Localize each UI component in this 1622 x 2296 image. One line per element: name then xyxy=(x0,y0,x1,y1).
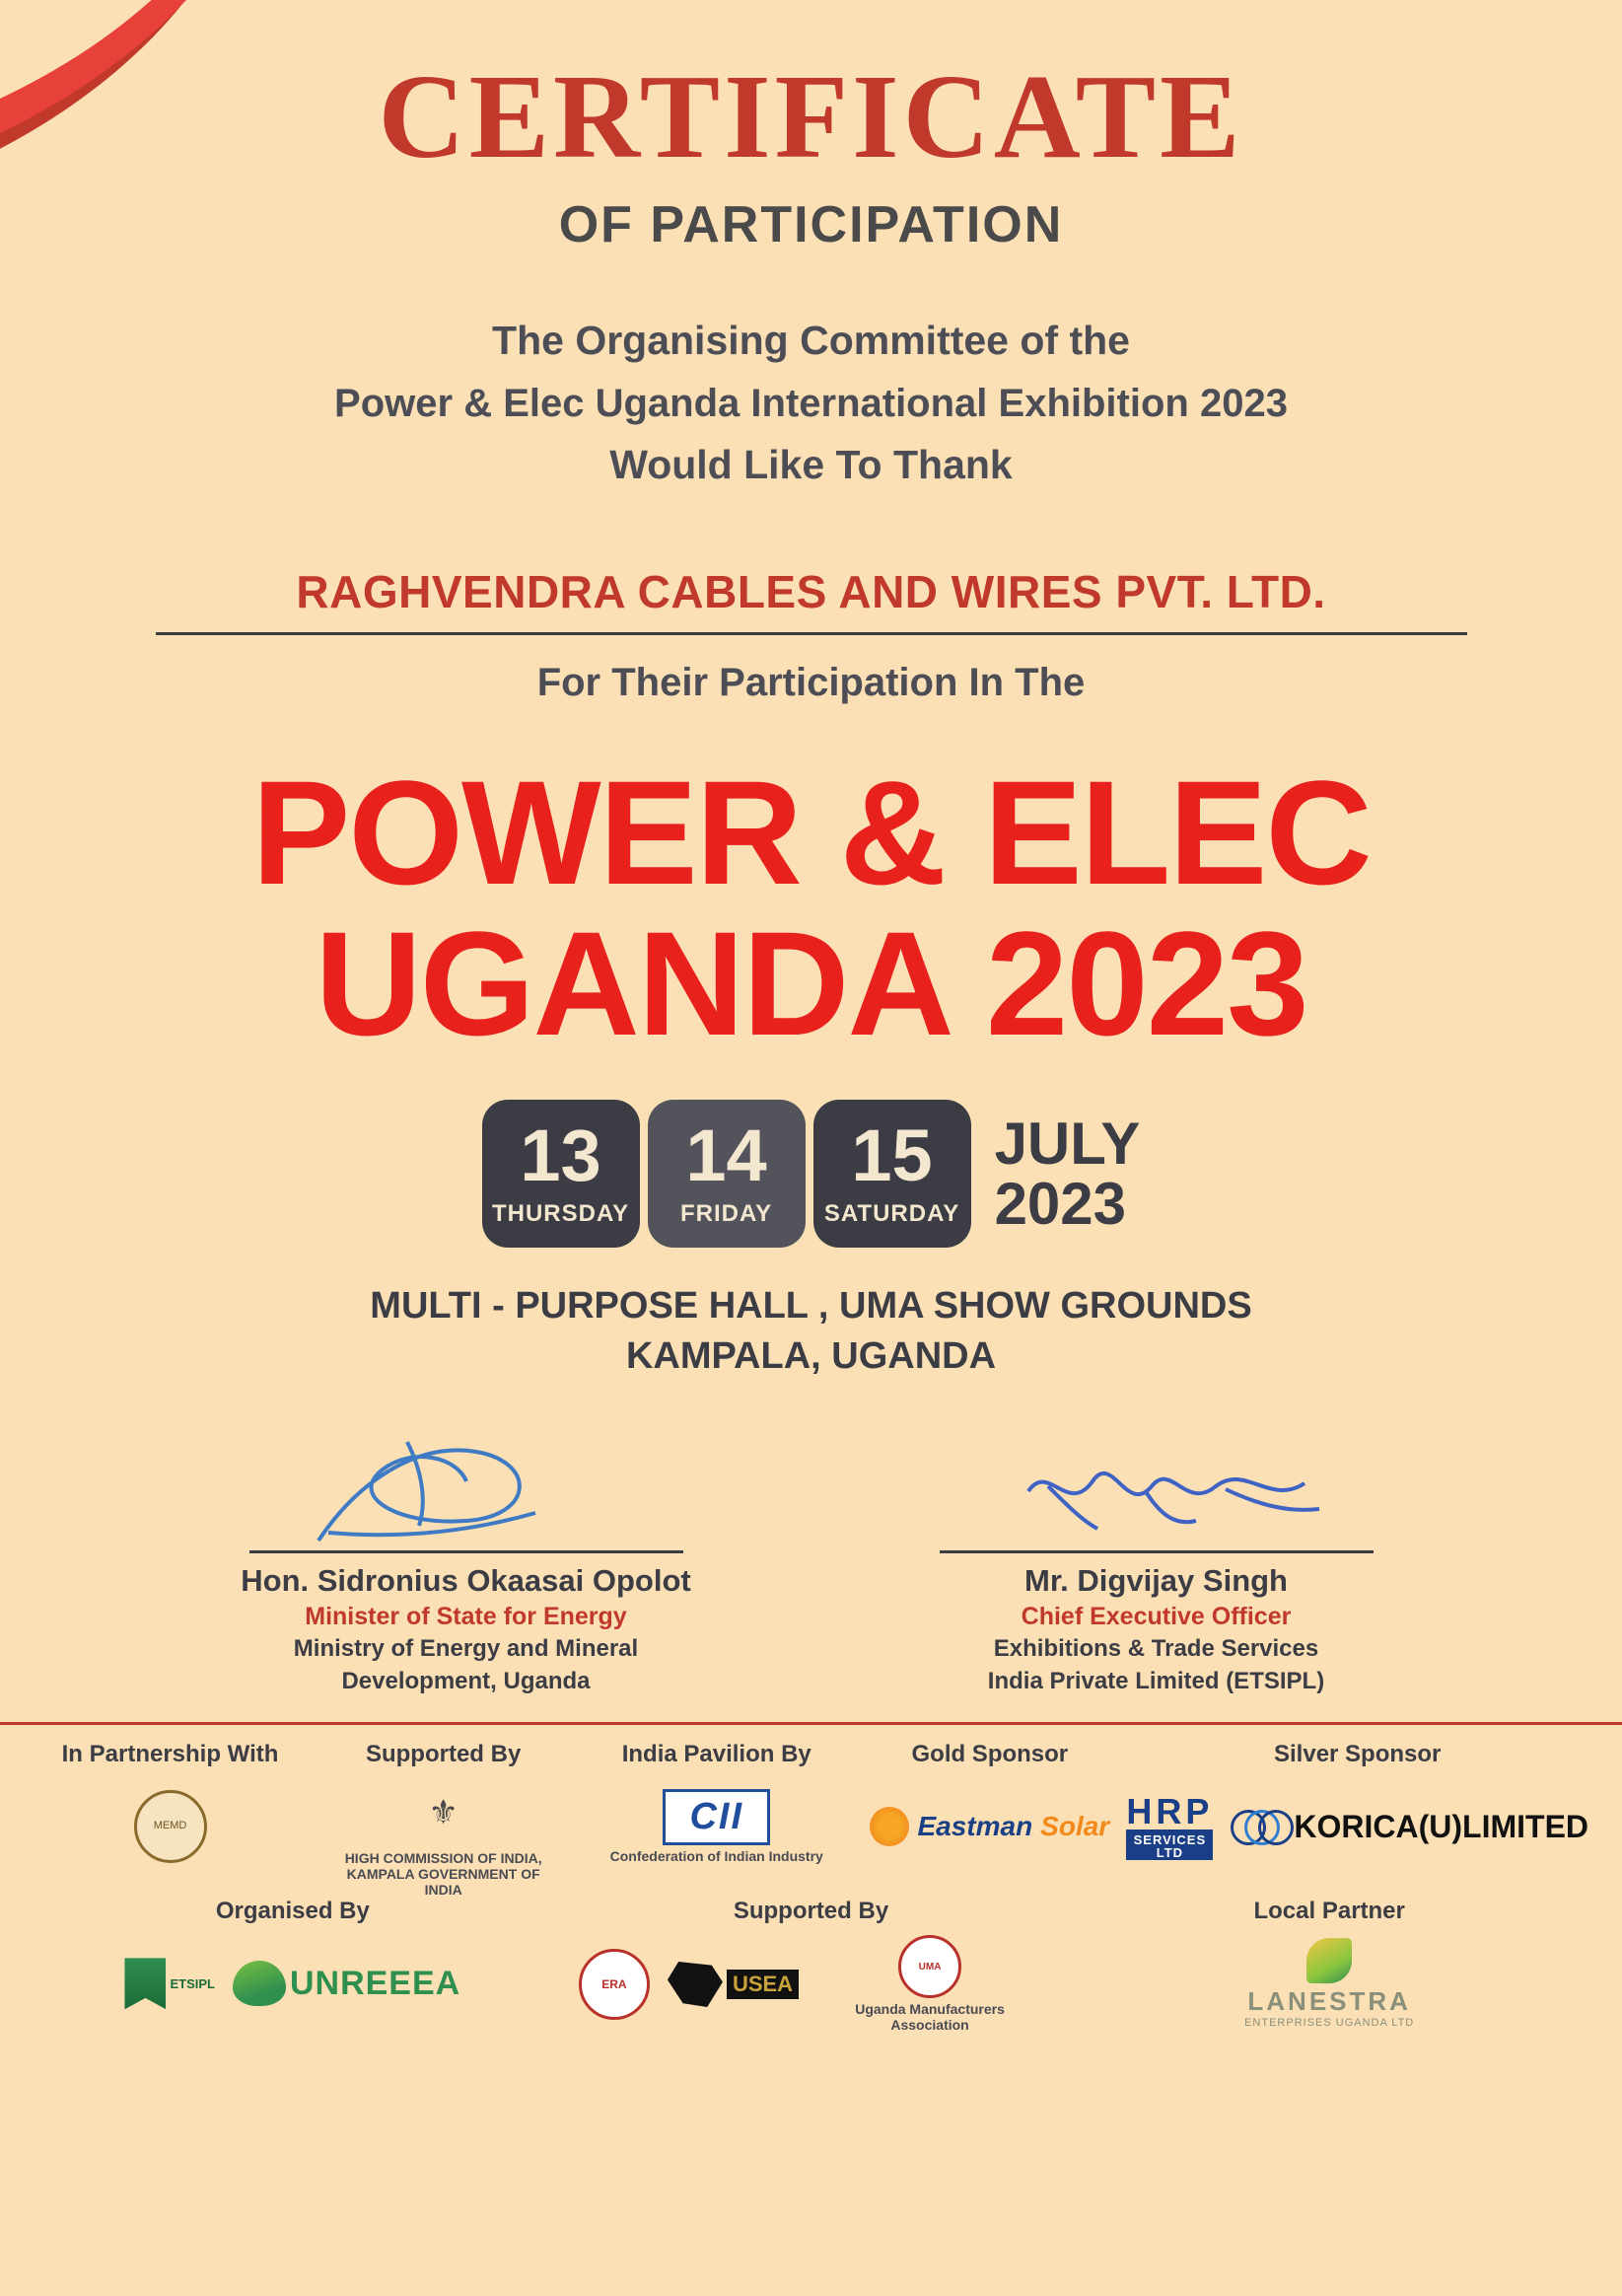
sponsor-cell-india-pavilion xyxy=(580,1741,853,1875)
date-box-2 xyxy=(648,1100,806,1248)
participation-text: For Their Participation In The xyxy=(536,661,1086,705)
signature-mark-2 xyxy=(900,1422,1413,1550)
memd-seal-icon: MEMD xyxy=(134,1790,207,1863)
event-venue xyxy=(0,1281,1622,1383)
usea-logo xyxy=(668,1962,799,2007)
awardee-underline xyxy=(156,632,1467,635)
date-box-3 xyxy=(813,1100,971,1248)
sponsor-cell-partnership xyxy=(34,1741,307,1875)
unreeea-logo xyxy=(233,1961,460,2006)
leaf-icon xyxy=(233,1961,286,2006)
sponsor-logos-partnership xyxy=(34,1778,307,1875)
sponsor-cell-supported-2 xyxy=(552,1898,1071,2033)
signature-line-1 xyxy=(249,1550,683,1553)
intro-text xyxy=(0,310,1622,496)
sun-icon xyxy=(870,1807,909,1846)
uma-badge-icon: UMA xyxy=(898,1935,961,1998)
sponsor-logos-supported-2 xyxy=(552,1935,1071,2033)
sponsor-label-supported-1: Supported By xyxy=(365,1741,522,1768)
hrp-logo xyxy=(1126,1790,1214,1860)
sponsor-label-local-partner: Local Partner xyxy=(1253,1898,1405,1925)
date-box-1 xyxy=(482,1100,640,1248)
date-number-1: 13 xyxy=(520,1114,601,1197)
etsipl-logo xyxy=(124,1958,215,2009)
sponsor-section xyxy=(0,1725,1622,2043)
hrp-logo-text: HRP xyxy=(1126,1790,1214,1831)
sponsor-logos-organised xyxy=(34,1935,552,2032)
etsipl-logo-text: ETSIPL xyxy=(170,1975,215,1991)
event-title-line-2: UGANDA 2023 xyxy=(315,900,1307,1067)
signature-line-2 xyxy=(940,1550,1374,1553)
signatory-org-line-1a: Ministry of Energy and Mineral xyxy=(293,1634,639,1662)
sponsor-cell-silver xyxy=(1126,1741,1588,1875)
sponsor-cell-organised xyxy=(34,1898,552,2032)
event-title xyxy=(0,750,1622,1067)
sponsor-label-supported-2: Supported By xyxy=(733,1898,889,1925)
rings-icon xyxy=(1231,1810,1288,1843)
sponsor-cell-supported-1 xyxy=(307,1741,580,1898)
etsipl-mark-icon xyxy=(124,1958,166,2009)
eastman-solar-logo xyxy=(870,1807,1109,1846)
usea-logo-text: USEA xyxy=(727,1970,799,1999)
certificate-content xyxy=(0,50,1622,2044)
india-emblem-logo xyxy=(330,1778,557,1898)
unreeea-logo-text: UNREEEA xyxy=(289,1964,461,2002)
venue-line-1: MULTI - PURPOSE HALL , UMA SHOW GROUNDS xyxy=(370,1285,1252,1327)
signature-block-2 xyxy=(900,1422,1413,1696)
intro-line-2: Power & Elec Uganda International Exhibition 2023 xyxy=(334,381,1288,425)
lanestra-logo xyxy=(1244,1938,1414,2029)
intro-line-1: The Organising Committee of the xyxy=(492,318,1130,363)
intro-line-3: Would Like To Thank xyxy=(609,441,1013,487)
sponsor-logos-local-partner xyxy=(1070,1935,1588,2032)
event-year: 2023 xyxy=(994,1171,1127,1238)
era-seal-icon: ERA xyxy=(579,1949,650,2020)
lanestra-mark-icon xyxy=(1306,1938,1352,1983)
sponsor-logos-silver xyxy=(1126,1778,1588,1875)
awardee-name: RAGHVENDRA CABLES AND WIRES PVT. LTD. xyxy=(296,566,1326,618)
signature-section xyxy=(0,1422,1622,1696)
eastman-logo-text: Eastman xyxy=(917,1811,1033,1842)
sponsor-row-1 xyxy=(34,1741,1588,1898)
signatory-role-1: Minister of State for Energy xyxy=(305,1602,627,1630)
event-month: JULY xyxy=(994,1110,1141,1177)
sponsor-label-gold: Gold Sponsor xyxy=(911,1741,1069,1768)
uma-logo xyxy=(816,1935,1043,2033)
sponsor-label-india-pavilion: India Pavilion By xyxy=(621,1741,811,1768)
signatory-name-1: Hon. Sidronius Okaasai Opolot xyxy=(241,1562,691,1598)
signatory-org-line-2a: Exhibitions & Trade Services xyxy=(993,1634,1319,1662)
memd-logo xyxy=(134,1790,207,1863)
sponsor-logos-supported-1 xyxy=(307,1778,580,1898)
date-number-2: 14 xyxy=(685,1114,767,1197)
cii-logo-icon: CII xyxy=(663,1789,770,1845)
sponsor-logos-india-pavilion xyxy=(580,1778,853,1875)
signatory-role-2: Chief Executive Officer xyxy=(1021,1602,1292,1630)
cii-caption: Confederation of Indian Industry xyxy=(609,1848,823,1865)
solar-logo-text: Solar xyxy=(1040,1811,1110,1842)
sponsor-label-organised: Organised By xyxy=(215,1898,370,1925)
signature-mark-1 xyxy=(210,1422,723,1550)
signature-block-1 xyxy=(210,1422,723,1696)
date-day-3: SATURDAY xyxy=(823,1200,960,1228)
lanestra-logo-text: LANESTRA xyxy=(1247,1986,1411,2017)
certificate-title: CERTIFICATE xyxy=(378,50,1244,183)
signatory-name-2: Mr. Digvijay Singh xyxy=(1024,1562,1288,1598)
india-emblem-icon: ⚜ xyxy=(428,1794,458,1832)
sponsor-label-partnership: In Partnership With xyxy=(61,1741,279,1768)
sponsor-logos-gold xyxy=(853,1778,1126,1875)
korica-logo-text: KORICA(U)LIMITED xyxy=(1294,1808,1589,1844)
uma-caption: Uganda Manufacturers Association xyxy=(855,2001,1005,2034)
event-title-line-1: POWER & ELEC xyxy=(251,750,1371,916)
signatory-org-line-1b: Development, Uganda xyxy=(341,1667,591,1694)
hrp-logo-subtext: SERVICES LTD xyxy=(1126,1832,1213,1860)
signatory-org-line-2b: India Private Limited (ETSIPL) xyxy=(987,1667,1325,1694)
uganda-map-icon xyxy=(668,1962,723,2007)
certificate-subtitle: OF PARTICIPATION xyxy=(558,196,1064,253)
date-day-2: FRIDAY xyxy=(679,1200,773,1228)
lanestra-logo-subtext: ENTERPRISES UGANDA LTD xyxy=(1244,2017,1415,2030)
sponsor-row-2 xyxy=(34,1898,1588,2033)
india-emblem-caption: HIGH COMMISSION OF INDIA, KAMPALA GOVERNMENT OF INDIA xyxy=(344,1850,542,1899)
korica-logo xyxy=(1231,1809,1588,1845)
date-number-3: 15 xyxy=(851,1114,933,1197)
venue-line-2: KAMPALA, UGANDA xyxy=(625,1335,997,1378)
event-dates xyxy=(0,1100,1622,1248)
sponsor-cell-local-partner xyxy=(1070,1898,1588,2032)
era-logo xyxy=(579,1949,650,2020)
sponsor-label-silver: Silver Sponsor xyxy=(1274,1741,1442,1768)
event-month-year xyxy=(994,1110,1141,1238)
sponsor-cell-gold xyxy=(853,1741,1126,1875)
date-day-1: THURSDAY xyxy=(491,1200,630,1228)
cii-logo xyxy=(610,1789,823,1864)
awardee-block xyxy=(156,565,1467,635)
